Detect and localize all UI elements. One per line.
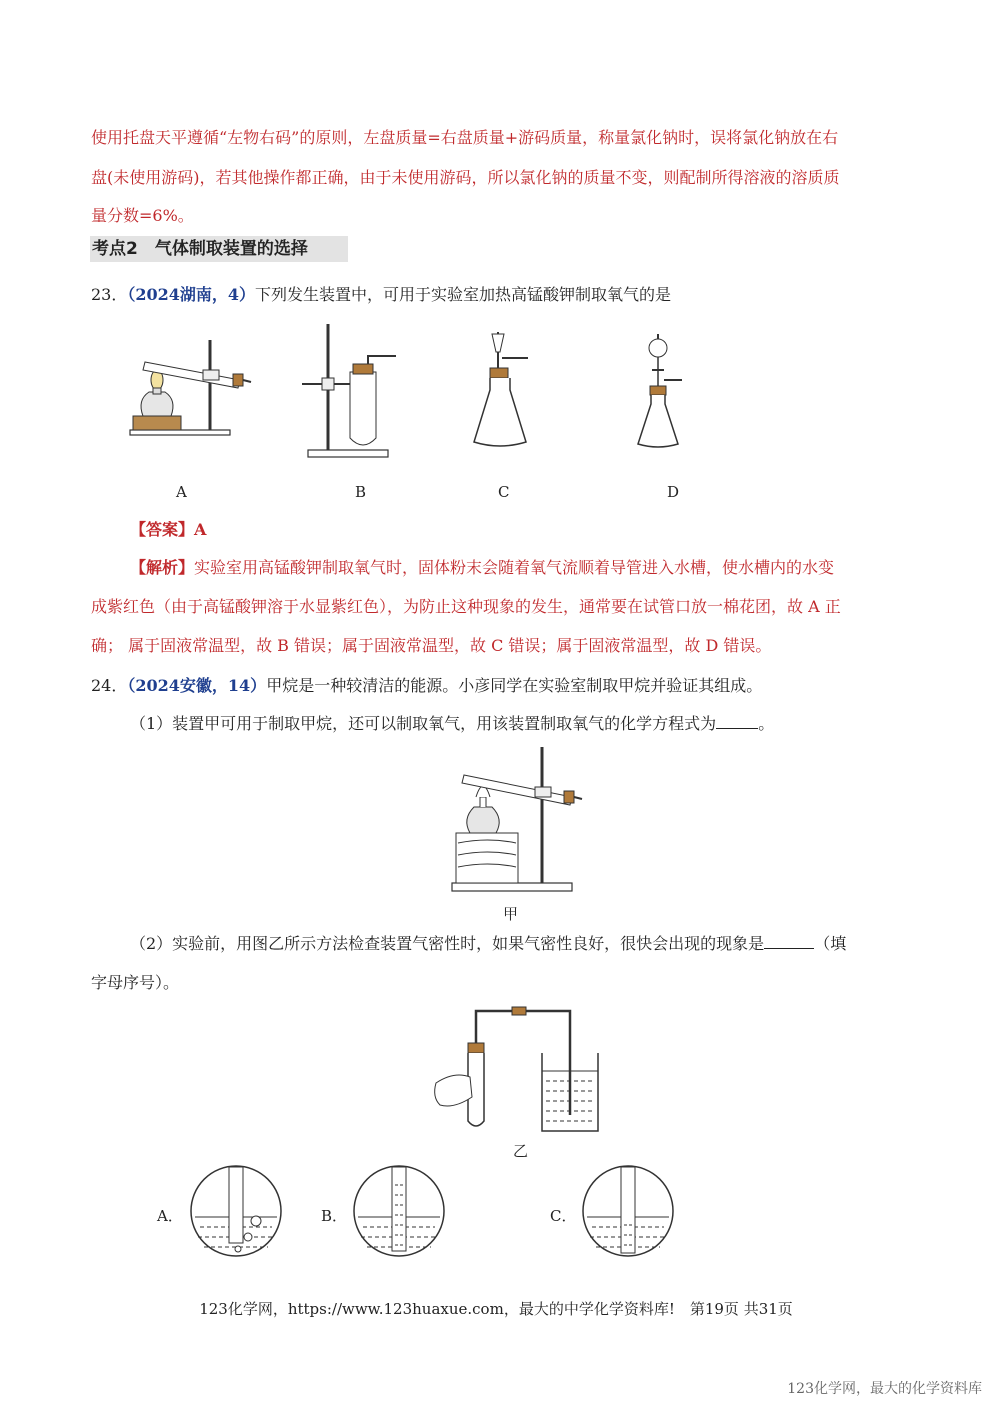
q23-answer (130, 518, 206, 542)
q24-part1 (130, 712, 774, 736)
option-c-circle-figure (582, 1165, 674, 1257)
page-footer: 123化学网，https://www.123huaxue.com，最大的中学化学资料库! 第19页 共31页 (199, 1300, 793, 1318)
figure-jia-apparatus (450, 745, 590, 895)
q23-analysis-line-3: 确； 属于固液常温型，故 B 错误；属于固液常温型，故 C 错误；属于固液常温型，故 D 错误。 (91, 636, 772, 655)
q24-option-a-label: A． (157, 1207, 183, 1225)
figure-jia-caption: 甲 (503, 905, 519, 923)
q23-text: 下列发生装置中，可用于实验室加热高锰酸钾制取氧气的是 (255, 285, 672, 304)
intro-line-2: 盘(未使用游码)，若其他操作都正确，由于未使用游码，所以氯化钠的质量不变，则配制所得溶液的溶质质 (91, 168, 840, 187)
apparatus-a-figure (125, 330, 255, 440)
q24-part1-text: （1）装置甲可用于制取甲烷，还可以制取氧气，用该装置制取氧气的化学方程式为 (130, 714, 717, 733)
q24-option-c-label: C． (550, 1207, 577, 1225)
q24-text: 甲烷是一种较清洁的能源。小彦同学在实验室制取甲烷并验证其组成。 (266, 676, 763, 695)
option-b-circle-figure (353, 1165, 445, 1257)
figure-yi-caption: 乙 (513, 1142, 529, 1160)
q23-analysis-line-2: 成紫红色（由于高锰酸钾溶于水显紫红色），为防止这种现象的发生，通常要在试管口放一棉花团，故 A 正 (91, 597, 841, 616)
q24-part2-line1 (130, 932, 846, 956)
q24-part2-blank[interactable] (764, 932, 814, 949)
q24-option-b-label: B． (321, 1207, 348, 1225)
q24-number: 24． (91, 676, 128, 695)
q24-part1-end: 。 (758, 714, 775, 733)
apparatus-d-figure (634, 330, 704, 460)
q23-stem (91, 283, 671, 307)
answer-label: 【答案】 (130, 520, 195, 539)
q23-source: （2024湖南，4） (127, 285, 256, 304)
q23-analysis-line-1 (130, 556, 834, 580)
intro-line-1: 使用托盘天平遵循“左物右码”的原则，左盘质量=右盘质量+游码质量，称量氯化钠时，误将氯化钠放在右 (91, 128, 839, 147)
q23-option-a: A (176, 483, 187, 501)
q24-part2-text: （2）实验前，用图乙所示方法检查装置气密性时，如果气密性良好，很快会出现的现象是 (130, 934, 765, 953)
analysis-text-1: 实验室用高锰酸钾制取氧气时，固体粉末会随着氧气流顺着导管进入水槽，使水槽内的水变 (194, 558, 835, 577)
analysis-label: 【解析】 (130, 558, 195, 577)
q24-part1-blank[interactable] (716, 712, 758, 729)
figure-yi-apparatus (430, 1005, 610, 1135)
q23-option-b: B (355, 483, 367, 501)
apparatus-b-figure (300, 322, 410, 462)
q24-part2-tail: （填 (814, 934, 847, 953)
q23-option-c: C (498, 483, 510, 501)
q24-source: （2024安徽，14） (127, 676, 267, 695)
q23-option-d: D (667, 483, 680, 501)
section-title: 考点2 气体制取装置的选择 (90, 236, 348, 262)
option-a-circle-figure (190, 1165, 282, 1257)
q24-stem (91, 674, 762, 698)
watermark-text: 123化学网，最大的化学资料库 (787, 1381, 982, 1397)
q24-part2-line2: 字母序号）。 (91, 973, 180, 992)
q23-number: 23． (91, 285, 128, 304)
apparatus-c-figure (470, 330, 550, 460)
answer-value: A (194, 520, 207, 539)
intro-line-3: 量分数=6%。 (91, 206, 194, 225)
